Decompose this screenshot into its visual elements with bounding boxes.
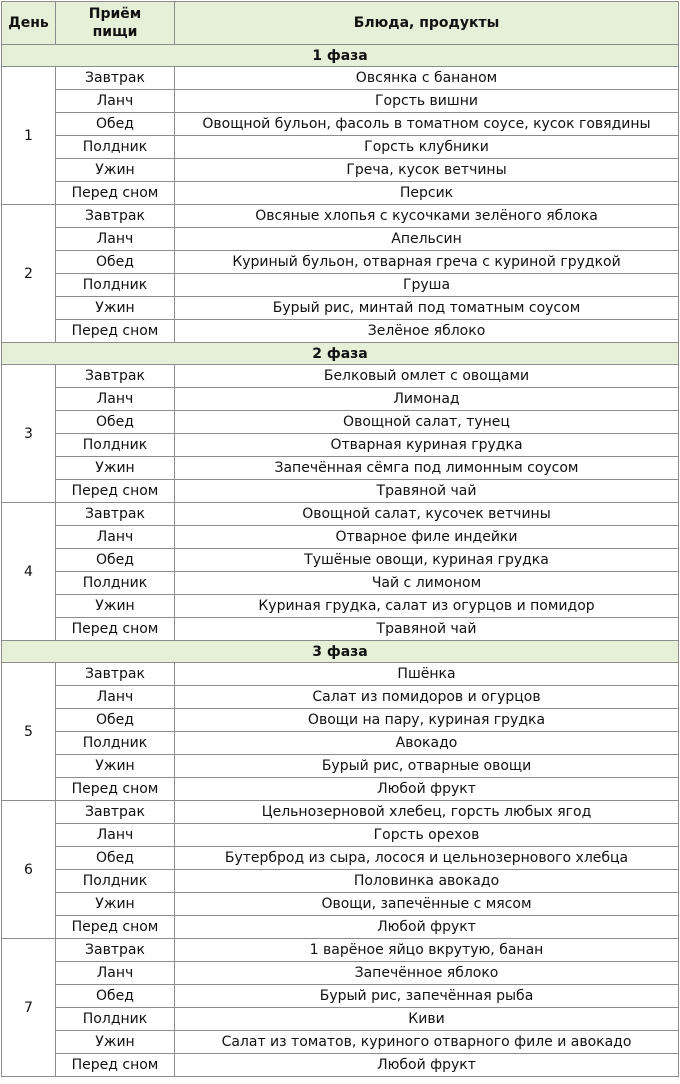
food-cell: Отварная куриная грудка [175, 434, 679, 457]
food-cell: 1 варёное яйцо вкрутую, банан [175, 939, 679, 962]
table-row [2, 434, 679, 457]
meal-cell: Обед [56, 847, 175, 870]
food-cell: Горсть клубники [175, 136, 679, 159]
table-row [2, 90, 679, 113]
food-cell: Пшёнка [175, 663, 679, 686]
table-row [2, 709, 679, 732]
food-cell: Киви [175, 1008, 679, 1031]
meal-cell: Завтрак [56, 939, 175, 962]
food-cell: Греча, кусок ветчины [175, 159, 679, 182]
table-row [2, 618, 679, 641]
table-row [2, 297, 679, 320]
table-body [2, 45, 679, 1077]
table-row [2, 251, 679, 274]
table-row [2, 1008, 679, 1031]
food-cell: Бурый рис, запечённая рыба [175, 985, 679, 1008]
food-cell: Овсянка с бананом [175, 67, 679, 90]
meal-cell: Перед сном [56, 182, 175, 205]
food-cell: Травяной чай [175, 618, 679, 641]
meal-cell: Обед [56, 549, 175, 572]
meal-cell: Ужин [56, 755, 175, 778]
food-cell: Куриная грудка, салат из огурцов и помидор [175, 595, 679, 618]
meal-cell: Завтрак [56, 205, 175, 228]
meal-cell: Завтрак [56, 365, 175, 388]
table-row [2, 228, 679, 251]
meal-cell: Полдник [56, 870, 175, 893]
table-row [2, 755, 679, 778]
table-row [2, 663, 679, 686]
phase-title: 2 фаза [2, 343, 679, 365]
food-cell: Овощи, запечённые с мясом [175, 893, 679, 916]
meal-cell: Ужин [56, 159, 175, 182]
food-cell: Овощной салат, тунец [175, 411, 679, 434]
day-number: 2 [2, 205, 56, 343]
table-row [2, 320, 679, 343]
table-row [2, 732, 679, 755]
table-row [2, 205, 679, 228]
meal-cell: Обед [56, 411, 175, 434]
table-row [2, 67, 679, 90]
food-cell: Горсть вишни [175, 90, 679, 113]
food-cell: Куриный бульон, отварная греча с куриной грудкой [175, 251, 679, 274]
meal-cell: Обед [56, 251, 175, 274]
food-cell: Половинка авокадо [175, 870, 679, 893]
table-row [2, 182, 679, 205]
day-number: 4 [2, 503, 56, 641]
meal-cell: Полдник [56, 1008, 175, 1031]
table-row [2, 985, 679, 1008]
food-cell: Чай с лимоном [175, 572, 679, 595]
meal-cell: Перед сном [56, 320, 175, 343]
food-cell: Горсть орехов [175, 824, 679, 847]
food-cell: Бурый рис, отварные овощи [175, 755, 679, 778]
food-cell: Любой фрукт [175, 1054, 679, 1077]
table-row [2, 411, 679, 434]
table-row [2, 686, 679, 709]
phase-row [2, 343, 679, 365]
food-cell: Овощи на пару, куриная грудка [175, 709, 679, 732]
food-cell: Бутерброд из сыра, лосося и цельнозернового хлебца [175, 847, 679, 870]
header-meal: Приём пищи [56, 2, 175, 45]
meal-cell: Ланч [56, 962, 175, 985]
table-row [2, 801, 679, 824]
food-cell: Любой фрукт [175, 916, 679, 939]
day-number: 1 [2, 67, 56, 205]
meal-cell: Ужин [56, 1031, 175, 1054]
meal-cell: Перед сном [56, 480, 175, 503]
meal-cell: Ланч [56, 90, 175, 113]
food-cell: Персик [175, 182, 679, 205]
day-number: 6 [2, 801, 56, 939]
meal-cell: Ужин [56, 457, 175, 480]
food-cell: Апельсин [175, 228, 679, 251]
meal-plan-table [1, 1, 679, 1077]
meal-cell: Завтрак [56, 503, 175, 526]
table-row [2, 870, 679, 893]
meal-cell: Ланч [56, 388, 175, 411]
phase-row [2, 641, 679, 663]
meal-cell: Обед [56, 709, 175, 732]
food-cell: Овощной салат, кусочек ветчины [175, 503, 679, 526]
table-row [2, 480, 679, 503]
meal-cell: Перед сном [56, 778, 175, 801]
food-cell: Отварное филе индейки [175, 526, 679, 549]
food-cell: Цельнозерновой хлебец, горсть любых ягод [175, 801, 679, 824]
meal-cell: Ужин [56, 297, 175, 320]
table-row [2, 1031, 679, 1054]
food-cell: Запечённое яблоко [175, 962, 679, 985]
meal-cell: Полдник [56, 572, 175, 595]
table-row [2, 824, 679, 847]
table-row [2, 939, 679, 962]
food-cell: Овсяные хлопья с кусочками зелёного яблока [175, 205, 679, 228]
meal-cell: Ланч [56, 686, 175, 709]
table-row [2, 503, 679, 526]
meal-cell: Обед [56, 985, 175, 1008]
meal-cell: Ужин [56, 893, 175, 916]
meal-cell: Перед сном [56, 1054, 175, 1077]
food-cell: Лимонад [175, 388, 679, 411]
table-row [2, 962, 679, 985]
day-number: 7 [2, 939, 56, 1077]
meal-cell: Завтрак [56, 67, 175, 90]
food-cell: Овощной бульон, фасоль в томатном соусе, кусок говядины [175, 113, 679, 136]
meal-cell: Завтрак [56, 663, 175, 686]
day-number: 3 [2, 365, 56, 503]
meal-cell: Перед сном [56, 618, 175, 641]
food-cell: Салат из помидоров и огурцов [175, 686, 679, 709]
table-row [2, 388, 679, 411]
meal-cell: Завтрак [56, 801, 175, 824]
table-header-row [2, 2, 679, 45]
phase-row [2, 45, 679, 67]
meal-cell: Обед [56, 113, 175, 136]
food-cell: Авокадо [175, 732, 679, 755]
food-cell: Зелёное яблоко [175, 320, 679, 343]
meal-cell: Полдник [56, 434, 175, 457]
table-row [2, 778, 679, 801]
meal-cell: Ланч [56, 526, 175, 549]
table-row [2, 595, 679, 618]
table-row [2, 274, 679, 297]
table-row [2, 526, 679, 549]
day-number: 5 [2, 663, 56, 801]
food-cell: Любой фрукт [175, 778, 679, 801]
meal-cell: Полдник [56, 732, 175, 755]
food-cell: Белковый омлет с овощами [175, 365, 679, 388]
table-row [2, 365, 679, 388]
table-row [2, 1054, 679, 1077]
meal-cell: Ланч [56, 228, 175, 251]
table-row [2, 457, 679, 480]
header-dishes: Блюда, продукты [175, 2, 679, 45]
meal-cell: Ужин [56, 595, 175, 618]
meal-cell: Полдник [56, 274, 175, 297]
table-row [2, 847, 679, 870]
header-day: День [2, 2, 56, 45]
food-cell: Бурый рис, минтай под томатным соусом [175, 297, 679, 320]
meal-cell: Перед сном [56, 916, 175, 939]
food-cell: Груша [175, 274, 679, 297]
food-cell: Запечённая сёмга под лимонным соусом [175, 457, 679, 480]
food-cell: Травяной чай [175, 480, 679, 503]
phase-title: 1 фаза [2, 45, 679, 67]
table-row [2, 549, 679, 572]
table-row [2, 916, 679, 939]
table-row [2, 893, 679, 916]
meal-cell: Полдник [56, 136, 175, 159]
table-row [2, 136, 679, 159]
table-row [2, 113, 679, 136]
table-row [2, 159, 679, 182]
food-cell: Салат из томатов, куриного отварного филе и авокадо [175, 1031, 679, 1054]
phase-title: 3 фаза [2, 641, 679, 663]
food-cell: Тушёные овощи, куриная грудка [175, 549, 679, 572]
meal-cell: Ланч [56, 824, 175, 847]
table-row [2, 572, 679, 595]
